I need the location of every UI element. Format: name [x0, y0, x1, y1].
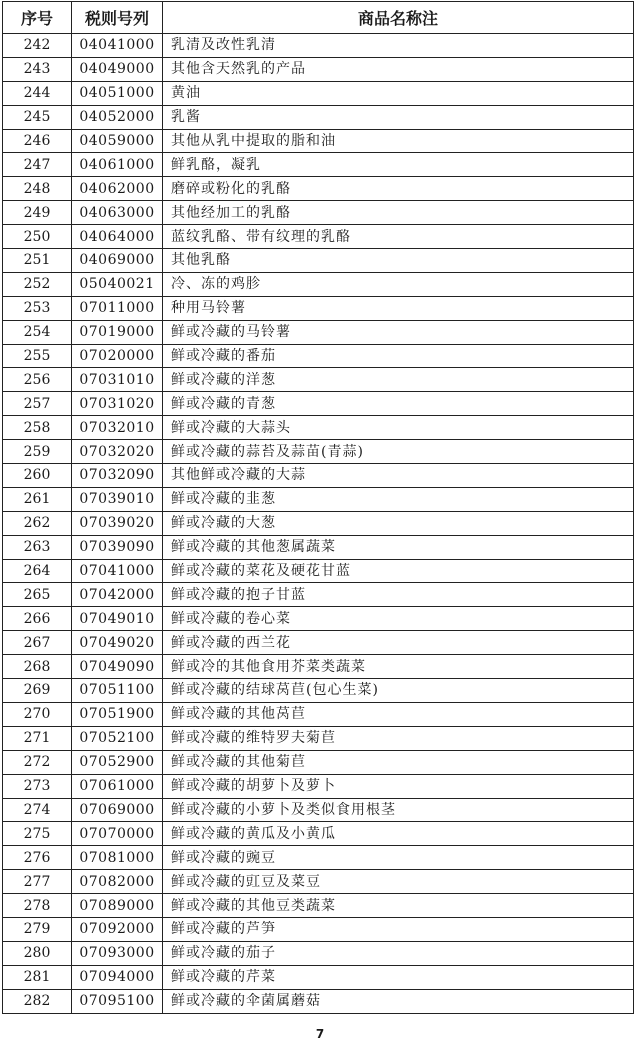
row-name: 磨碎或粉化的乳酪 [163, 177, 634, 201]
row-name: 鲜或冷藏的抱子甘蓝 [163, 583, 634, 607]
row-index: 266 [3, 607, 72, 631]
table-row [3, 607, 634, 631]
row-index: 256 [3, 368, 72, 392]
row-name: 鲜或冷藏的芦笋 [163, 917, 634, 941]
table-row [3, 846, 634, 870]
row-code: 07019000 [72, 320, 163, 344]
row-code: 07011000 [72, 296, 163, 320]
row-code: 07032020 [72, 440, 163, 464]
row-name: 鲜或冷的其他食用芥菜类蔬菜 [163, 655, 634, 679]
row-code: 04059000 [72, 129, 163, 153]
row-name: 鲜或冷藏的维特罗夫菊苣 [163, 726, 634, 750]
row-index: 280 [3, 941, 72, 965]
table-header [3, 2, 634, 34]
row-index: 246 [3, 129, 72, 153]
row-name: 鲜或冷藏的其他莴苣 [163, 702, 634, 726]
row-code: 07094000 [72, 965, 163, 989]
table-row [3, 559, 634, 583]
table-row [3, 679, 634, 703]
header-row [3, 2, 634, 34]
row-index: 259 [3, 440, 72, 464]
row-name: 乳清及改性乳清 [163, 34, 634, 58]
row-code: 04041000 [72, 34, 163, 58]
row-index: 276 [3, 846, 72, 870]
page-number: 7 [315, 1027, 325, 1041]
row-name: 鲜或冷藏的大葱 [163, 511, 634, 535]
row-code: 07049090 [72, 655, 163, 679]
row-code: 07031020 [72, 392, 163, 416]
row-index: 245 [3, 105, 72, 129]
table-row [3, 177, 634, 201]
table-row [3, 894, 634, 918]
row-name: 鲜或冷藏的芹菜 [163, 965, 634, 989]
row-code: 07039020 [72, 511, 163, 535]
row-name: 鲜或冷藏的小萝卜及类似食用根茎 [163, 798, 634, 822]
row-code: 04049000 [72, 57, 163, 81]
table-row [3, 129, 634, 153]
row-name: 鲜或冷藏的西兰花 [163, 631, 634, 655]
row-index: 252 [3, 272, 72, 296]
header-name: 商品名称注 [163, 2, 634, 34]
row-index: 268 [3, 655, 72, 679]
row-index: 269 [3, 679, 72, 703]
table-row [3, 965, 634, 989]
table-row [3, 320, 634, 344]
row-name: 鲜乳酪，凝乳 [163, 153, 634, 177]
row-code: 07061000 [72, 774, 163, 798]
row-index: 262 [3, 511, 72, 535]
row-index: 282 [3, 989, 72, 1013]
row-code: 07042000 [72, 583, 163, 607]
row-code: 07039010 [72, 487, 163, 511]
row-index: 277 [3, 870, 72, 894]
row-index: 265 [3, 583, 72, 607]
table-row [3, 535, 634, 559]
row-code: 07051900 [72, 702, 163, 726]
row-name: 种用马铃薯 [163, 296, 634, 320]
row-code: 04063000 [72, 201, 163, 225]
table-row [3, 153, 634, 177]
row-code: 07039090 [72, 535, 163, 559]
row-code: 07070000 [72, 822, 163, 846]
row-index: 258 [3, 416, 72, 440]
table-row [3, 798, 634, 822]
row-code: 04051000 [72, 81, 163, 105]
row-code: 04052000 [72, 105, 163, 129]
table-row [3, 487, 634, 511]
row-name: 鲜或冷藏的其他葱属蔬菜 [163, 535, 634, 559]
row-name: 鲜或冷藏的青葱 [163, 392, 634, 416]
row-name: 鲜或冷藏的黄瓜及小黄瓜 [163, 822, 634, 846]
table-row [3, 655, 634, 679]
row-code: 07093000 [72, 941, 163, 965]
row-index: 243 [3, 57, 72, 81]
table-row [3, 726, 634, 750]
row-code: 07041000 [72, 559, 163, 583]
row-index: 279 [3, 917, 72, 941]
row-name: 鲜或冷藏的豇豆及菜豆 [163, 870, 634, 894]
row-index: 271 [3, 726, 72, 750]
table-row [3, 941, 634, 965]
table-row [3, 917, 634, 941]
row-index: 278 [3, 894, 72, 918]
row-index: 242 [3, 34, 72, 58]
row-code: 04064000 [72, 225, 163, 249]
row-code: 04069000 [72, 249, 163, 273]
row-index: 275 [3, 822, 72, 846]
row-index: 263 [3, 535, 72, 559]
table-row [3, 57, 634, 81]
table-row [3, 702, 634, 726]
row-name: 鲜或冷藏的豌豆 [163, 846, 634, 870]
row-name: 鲜或冷藏的茄子 [163, 941, 634, 965]
table-row [3, 105, 634, 129]
row-code: 07081000 [72, 846, 163, 870]
row-name: 其他鲜或冷藏的大蒜 [163, 464, 634, 488]
row-code: 04062000 [72, 177, 163, 201]
table-row [3, 989, 634, 1013]
table-row [3, 774, 634, 798]
table-row [3, 225, 634, 249]
row-index: 270 [3, 702, 72, 726]
row-index: 264 [3, 559, 72, 583]
row-name: 鲜或冷藏的伞菌属蘑菇 [163, 989, 634, 1013]
table-row [3, 440, 634, 464]
row-name: 鲜或冷藏的结球莴苣(包心生菜) [163, 679, 634, 703]
row-name: 鲜或冷藏的菜花及硬花甘蓝 [163, 559, 634, 583]
table-row [3, 201, 634, 225]
row-code: 07082000 [72, 870, 163, 894]
row-index: 274 [3, 798, 72, 822]
row-code: 07051100 [72, 679, 163, 703]
table-body [3, 34, 634, 1014]
row-name: 鲜或冷藏的韭葱 [163, 487, 634, 511]
row-name: 鲜或冷藏的大蒜头 [163, 416, 634, 440]
row-index: 249 [3, 201, 72, 225]
row-code: 07032010 [72, 416, 163, 440]
row-name: 鲜或冷藏的其他菊苣 [163, 750, 634, 774]
row-code: 07089000 [72, 894, 163, 918]
row-code: 07092000 [72, 917, 163, 941]
table-row [3, 416, 634, 440]
row-code: 07031010 [72, 368, 163, 392]
row-name: 冷、冻的鸡胗 [163, 272, 634, 296]
row-index: 254 [3, 320, 72, 344]
row-index: 251 [3, 249, 72, 273]
row-index: 255 [3, 344, 72, 368]
row-name: 鲜或冷藏的其他豆类蔬菜 [163, 894, 634, 918]
row-index: 247 [3, 153, 72, 177]
table-row [3, 822, 634, 846]
row-code: 07095100 [72, 989, 163, 1013]
row-index: 267 [3, 631, 72, 655]
row-code: 05040021 [72, 272, 163, 296]
row-name: 乳酱 [163, 105, 634, 129]
table-row [3, 464, 634, 488]
row-name: 鲜或冷藏的马铃薯 [163, 320, 634, 344]
row-index: 281 [3, 965, 72, 989]
row-name: 鲜或冷藏的番茄 [163, 344, 634, 368]
table-row [3, 870, 634, 894]
row-code: 07049010 [72, 607, 163, 631]
table-row [3, 296, 634, 320]
table-row [3, 631, 634, 655]
row-index: 261 [3, 487, 72, 511]
row-name: 鲜或冷藏的蒜苔及蒜苗(青蒜) [163, 440, 634, 464]
row-index: 253 [3, 296, 72, 320]
row-name: 鲜或冷藏的胡萝卜及萝卜 [163, 774, 634, 798]
row-index: 257 [3, 392, 72, 416]
table-row [3, 344, 634, 368]
table-row [3, 750, 634, 774]
row-name: 其他乳酪 [163, 249, 634, 273]
row-name: 黄油 [163, 81, 634, 105]
table-row [3, 392, 634, 416]
row-index: 260 [3, 464, 72, 488]
row-code: 07052900 [72, 750, 163, 774]
row-name: 其他经加工的乳酪 [163, 201, 634, 225]
tariff-table [2, 1, 634, 1014]
row-code: 04061000 [72, 153, 163, 177]
header-code: 税则号列 [72, 2, 163, 34]
table-row [3, 272, 634, 296]
row-index: 272 [3, 750, 72, 774]
table-row [3, 81, 634, 105]
row-index: 244 [3, 81, 72, 105]
table-row [3, 34, 634, 58]
row-name: 蓝纹乳酪、带有纹理的乳酪 [163, 225, 634, 249]
row-code: 07020000 [72, 344, 163, 368]
row-code: 07032090 [72, 464, 163, 488]
table-row [3, 583, 634, 607]
row-code: 07049020 [72, 631, 163, 655]
header-index: 序号 [3, 2, 72, 34]
row-index: 250 [3, 225, 72, 249]
row-code: 07069000 [72, 798, 163, 822]
table-row [3, 511, 634, 535]
table-row [3, 368, 634, 392]
table-row [3, 249, 634, 273]
row-name: 其他含天然乳的产品 [163, 57, 634, 81]
row-index: 273 [3, 774, 72, 798]
row-name: 其他从乳中提取的脂和油 [163, 129, 634, 153]
row-code: 07052100 [72, 726, 163, 750]
row-name: 鲜或冷藏的卷心菜 [163, 607, 634, 631]
row-name: 鲜或冷藏的洋葱 [163, 368, 634, 392]
row-index: 248 [3, 177, 72, 201]
